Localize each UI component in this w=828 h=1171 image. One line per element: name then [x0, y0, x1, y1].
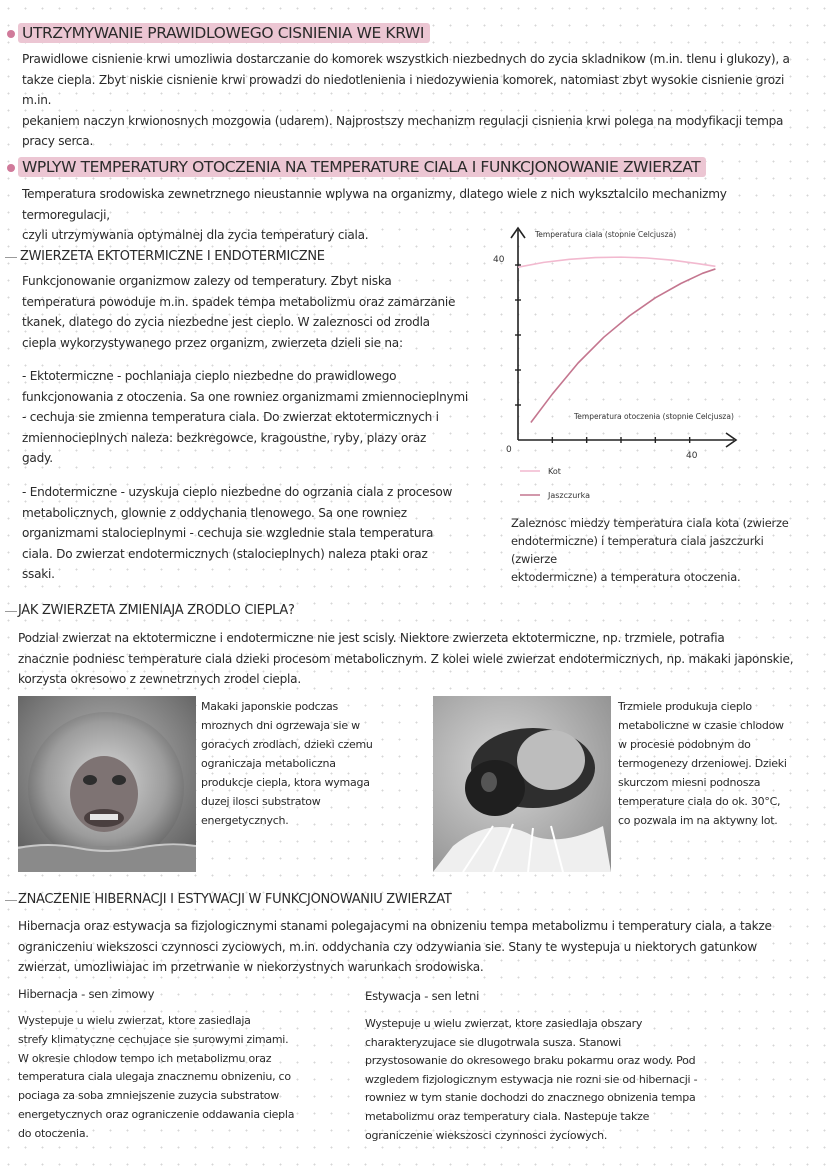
text-line: wzgledem fizjologicznym estywacja nie rozni sie od hibernacji -: [365, 1072, 698, 1086]
section-title-temperature: WPLYW TEMPERATURY OTOCZENIA NA TEMPERATURE CIALA I FUNKCJONOWANIE ZWIERZAT: [18, 157, 706, 177]
bumblebee-caption: [618, 697, 823, 830]
text-line: - Endotermiczne - uzyskuja cieplo niezbedne do ogrzania ciala z procesow: [22, 485, 453, 499]
macaque-caption: [201, 697, 391, 830]
estivation-description: [365, 1015, 765, 1145]
text-line: energetycznych oraz ograniczenie oddawania ciepla: [18, 1107, 295, 1121]
x-axis-label: Temperatura otoczenia (stopnie Celcjusza): [574, 412, 734, 421]
text-line: Trzmiele produkuja cieplo: [618, 700, 752, 713]
text-line: goracych zrodlach, dzieki czemu: [201, 738, 373, 751]
section-bullet-icon: [7, 30, 15, 38]
text-line: pociaga za soba zmniejszenie zuzycia substratow: [18, 1089, 280, 1103]
japanese-macaque-photo: [18, 696, 196, 872]
subheading-dash: [5, 900, 17, 901]
text-line: energetycznych.: [201, 814, 289, 827]
text-line: strefy klimatyczne cechujace sie surowymi zimami.: [18, 1032, 289, 1046]
text-line: pekaniem naczyn krwionosnych mozgowia (udarem). Najprostszy mechanizm regulacji cisnienia krwi polega na modyfikacji tempa: [22, 113, 784, 128]
legend-jaszczurka-label: Jaszczurka: [548, 491, 590, 500]
text-line: do otoczenia.: [18, 1126, 89, 1140]
text-line: korzysta okresowo z zewnetrznych zrodel ciepla.: [18, 672, 301, 686]
text-line: metaboliczne w czasie chlodow: [618, 719, 784, 732]
text-line: pracy serca.: [22, 134, 94, 148]
text-line: endotermiczne) i temperatura ciala jaszczurki (zwierze: [511, 534, 764, 566]
chart-caption: [511, 514, 811, 586]
text-line: skurczom miesni podnosza: [618, 776, 761, 789]
text-line: czyli utrzymywania optymalnej dla zycia temperatury ciala.: [22, 228, 369, 242]
text-line: Makaki japonskie podczas: [201, 700, 338, 713]
text-line: Zaleznosc miedzy temperatura ciala kota (zwierze: [511, 516, 789, 530]
text-line: Wystepuje u wielu zwierzat, ktore zasiedlaja obszary: [365, 1017, 643, 1030]
origin-label: 0: [506, 445, 512, 455]
subheading-hibernation: ZNACZENIE HIBERNACJI I ESTYWACJI W FUNKCJONOWANIU ZWIERZAT: [18, 892, 452, 907]
text-line: ograniczaja metaboliczna: [201, 757, 336, 770]
text-line: ograniczeniu wiekszosci czynnosci zyciowych, m.in. oddychania czy odzywiania sie. Stany te wystepuja u niektorych gatunkow: [18, 939, 757, 954]
ecto-endo-intro: [22, 271, 492, 353]
series-line-jaszczurka: [531, 269, 716, 423]
text-line: przystosowanie do okresowego braku pokarmu oraz wody. Pod: [365, 1054, 696, 1068]
text-line: Podzial zwierzat na ektotermiczne i endotermiczne nie jest scisly. Niektore zwierzeta ektotermiczne, np. trzmiele, potrafia: [18, 631, 725, 645]
text-line: ektodermiczne) a temperatura otoczenia.: [511, 570, 741, 584]
text-line: mroznych dni ogrzewaja sie w: [201, 719, 360, 732]
text-line: ograniczenie wiekszosci czynnosci zyciowych.: [365, 1128, 608, 1142]
text-line: - cechuja sie zmienna temperatura ciala. Do zwierzat ektotermicznych i: [22, 410, 439, 424]
text-line: co pozwala im na aktywny lot.: [618, 814, 778, 827]
text-line: produkcje ciepla, ktora wymaga: [201, 776, 370, 789]
subheading-dash: [5, 257, 17, 258]
bumblebee-photo: [433, 696, 611, 872]
text-line: temperature ciala do ok. 30°C,: [618, 795, 781, 808]
endo-paragraph: [22, 482, 492, 585]
subheading-heat-source: JAK ZWIERZETA ZMIENIAJA ZRODLO CIEPLA?: [18, 603, 295, 618]
section-bullet-icon: [7, 164, 15, 172]
hibernation-paragraph: [18, 916, 818, 978]
text-line: w procesie podobnym do: [618, 738, 751, 751]
text-line: temperatura ciala ulegaja znacznemu obnizeniu, co: [18, 1070, 291, 1084]
text-line: - Ektotermiczne - pochlaniaja cieplo niezbedne do prawidlowego: [22, 369, 397, 383]
text-line: znacznie podniesc temperature ciala dzieki procesom metabolicznym. Z kolei wiele zwierzat endotermicznych, np. makaki japonskie,: [18, 651, 794, 666]
y-axis-label: Temperatura ciala (stopnie Celcjusza): [535, 230, 677, 239]
text-line: gady.: [22, 451, 53, 465]
y-tick-label: 40: [493, 255, 505, 265]
series-line-kot: [518, 257, 715, 267]
hibernation-description: [18, 1012, 338, 1144]
text-line: zwierzat, umozliwiajac im przetrwanie w niekorzystnych warunkach srodowiska.: [18, 960, 484, 974]
text-line: metabolizmu oraz temperatury ciala. Nastepuje takze: [365, 1109, 650, 1123]
legend-kot-label: Kot: [548, 467, 561, 476]
subheading-ecto-endo: ZWIERZETA EKTOTERMICZNE I ENDOTERMICZNE: [20, 249, 325, 264]
text-line: organizmami stalocieplnymi - cechuja sie wzglednie stala temperatura: [22, 526, 434, 540]
text-line: temperatura powoduje m.in. spadek tempa metabolizmu oraz zamarzanie: [22, 294, 456, 309]
text-line: ciepla wykorzystywanego przez organizm, zwierzeta dzieli sie na:: [22, 335, 403, 350]
x-tick-label: 40: [686, 451, 698, 461]
temperature-chart: [490, 222, 810, 522]
text-line: termogenezy drzeniowej. Dzieki: [618, 757, 787, 770]
text-line: zmiennocieplnych naleza: bezkregowce, kragoustne, ryby, plazy oraz: [22, 430, 427, 445]
subheading-dash: [5, 611, 17, 612]
ecto-paragraph: [22, 366, 492, 469]
hibernation-title: Hibernacja - sen zimowy: [18, 987, 155, 1001]
text-line: ssaki.: [22, 567, 55, 581]
text-line: Prawidlowe cisnienie krwi umozliwia dostarczanie do komorek wszystkich niezbednych do zycia skladnikow (m.in. tlenu i glukozy), a: [22, 52, 790, 66]
text-line: Hibernacja oraz estywacja sa fizjologicznymi stanami polegajacymi na obnizeniu tempa metabolizmu i temperatury ciala, a takze: [18, 919, 772, 933]
heat-source-paragraph: [18, 628, 818, 690]
text-line: Temperatura srodowiska zewnetrznego nieustannie wplywa na organizmy, dlatego wiele z nich wyksztalcilo mechanizmy termoregulacji,: [22, 187, 727, 222]
text-line: W okresie chlodow tempo ich metabolizmu oraz: [18, 1051, 272, 1065]
text-line: funkcjonowania z otoczenia. Sa one rowniez organizmami zmiennocieplnymi: [22, 389, 469, 404]
text-line: Wystepuje u wielu zwierzat, ktore zasiedlaja: [18, 1014, 251, 1027]
text-line: Funkcjonowanie organizmow zalezy od temperatury. Zbyt niska: [22, 274, 392, 288]
text-line: metabolicznych, glownie z oddychania tlenowego. Sa one rowniez: [22, 505, 407, 520]
section1-paragraph: [22, 49, 812, 152]
text-line: charakteryzujace sie dlugotrwala susza. Stanowi: [365, 1035, 621, 1049]
text-line: tkanek, dlatego do zycia niezbedne jest cieplo. W zaleznosci od zrodla: [22, 315, 430, 329]
estivation-title: Estywacja - sen letni: [365, 989, 480, 1003]
section-title-blood-pressure: UTRZYMYWANIE PRAWIDLOWEGO CISNIENIA WE KRWI: [18, 23, 430, 43]
text-line: ciala. Do zwierzat endotermicznych (stalocieplnych) naleza ptaki oraz: [22, 546, 428, 561]
text-line: takze ciepla. Zbyt niskie cisnienie krwi prowadzi do niedotlenienia i niedozywienia komorek, natomiast zbyt wysokie cisnienie grozi m.in.: [22, 72, 785, 107]
text-line: rowniez w tym stanie dochodzi do znacznego obnizenia tempa: [365, 1091, 696, 1105]
text-line: duzej ilosci substratow: [201, 795, 321, 808]
